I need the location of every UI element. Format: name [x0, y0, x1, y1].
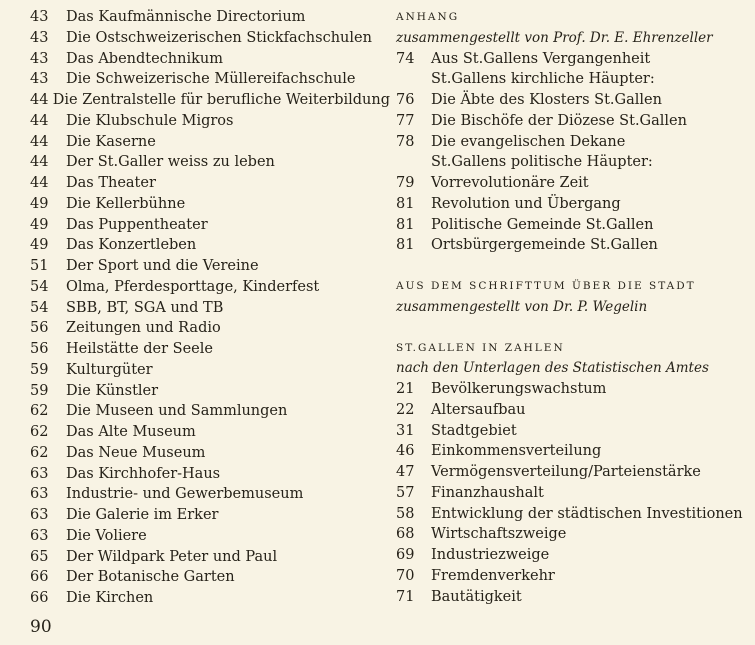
toc-entry — [30, 215, 390, 236]
page-number: 44 — [30, 112, 49, 129]
toc-entry — [30, 547, 390, 568]
entry-title: Politische Gemeinde St.Gallen — [431, 216, 654, 233]
entry-title: Heilstätte der Seele — [66, 341, 213, 357]
page-number: 66 — [30, 590, 49, 606]
page-number: 62 — [30, 424, 49, 440]
toc-entry — [396, 379, 751, 400]
toc-entry — [396, 483, 751, 504]
page-number: 79 — [396, 175, 415, 191]
page-number: 59 — [30, 382, 49, 399]
page-number: 44 — [30, 133, 49, 150]
page-number: 43 — [30, 29, 49, 46]
page-number: 54 — [30, 299, 49, 316]
toc-subheading — [396, 69, 751, 90]
entry-title: Die Galerie im Erker — [66, 507, 219, 523]
toc-entry — [30, 422, 390, 443]
entry-title: Die Ostschweizerischen Stickfachschulen — [66, 29, 372, 46]
toc-entry — [30, 90, 390, 111]
toc-entry — [396, 545, 751, 566]
page-number: 22 — [396, 401, 415, 418]
zahlen-subtitle: nach den Unterlagen des Statistischen Amtes — [396, 360, 709, 377]
page-number: 47 — [396, 464, 415, 480]
toc-entry — [396, 173, 751, 194]
entry-title: Die Klubschule Migros — [66, 112, 234, 129]
entry-title: Die Bischöfe der Diözese St.Gallen — [431, 112, 687, 129]
schrifttum-subtitle: zusammengestellt von Dr. P. Wegelin — [396, 298, 648, 315]
page-number: 44 — [30, 92, 49, 108]
page-folio: 90 — [30, 617, 52, 637]
entry-title: Der Wildpark Peter und Paul — [66, 548, 278, 565]
toc-entry — [396, 194, 751, 215]
entry-title: Die Künstler — [66, 382, 159, 399]
page-number: 49 — [30, 195, 49, 212]
toc-entry — [30, 173, 390, 194]
entry-title: St.Gallens kirchliche Häupter: — [431, 71, 655, 88]
page-number: 74 — [396, 50, 415, 67]
toc-entry — [396, 90, 751, 111]
toc-entry — [30, 235, 390, 256]
toc-entry — [30, 111, 390, 132]
toc-entry — [30, 256, 390, 277]
toc-entry — [30, 567, 390, 588]
entry-title: Die Zentralstelle für berufliche Weiterbildung — [52, 92, 390, 108]
page-number: 63 — [30, 507, 49, 523]
entry-title: Fremdenverkehr — [431, 567, 555, 584]
toc-entry — [30, 132, 390, 153]
page-number: 77 — [396, 112, 415, 129]
entry-title: Stadtgebiet — [431, 422, 517, 439]
toc-entry — [30, 464, 390, 485]
toc-entry — [30, 7, 390, 28]
anhang-heading: ANHANG — [396, 11, 460, 23]
page-number: 58 — [396, 505, 415, 522]
entry-title: Einkommensverteilung — [431, 443, 602, 460]
entry-title: Die Schweizerische Müllereifachschule — [66, 71, 356, 88]
entry-title: Das Neue Museum — [66, 444, 206, 461]
page-number: 43 — [30, 9, 49, 25]
left-toc-column — [30, 7, 390, 609]
zahlen-heading: ST.GALLEN IN ZAHLEN — [396, 341, 565, 354]
toc-entry — [396, 49, 751, 70]
toc-entry — [30, 152, 390, 173]
entry-title: Altersaufbau — [431, 401, 526, 418]
entry-title: Das Kirchhofer-Haus — [66, 465, 221, 482]
page-number: 78 — [396, 133, 415, 150]
entry-title: Der Sport und die Vereine — [66, 258, 259, 274]
toc-entry — [396, 421, 751, 442]
entry-title: Das Theater — [66, 175, 156, 191]
toc-entry — [30, 49, 390, 70]
page-number: 66 — [30, 569, 49, 586]
page-number: 76 — [396, 92, 415, 108]
toc-entry — [30, 277, 390, 298]
toc-entry — [396, 441, 751, 462]
page-number: 57 — [396, 484, 415, 501]
page-number: 43 — [30, 71, 49, 88]
toc-entry — [30, 339, 390, 360]
page-number: 71 — [396, 588, 415, 605]
page-number: 54 — [30, 278, 49, 295]
page-number: 31 — [396, 422, 415, 439]
toc-entry — [30, 28, 390, 49]
page-number: 43 — [30, 50, 49, 67]
entry-title: Zeitungen und Radio — [66, 320, 221, 337]
toc-entry — [396, 504, 751, 525]
anhang-subtitle: zusammengestellt von Prof. Dr. E. Ehrenzeller — [396, 29, 713, 46]
entry-title: Die Kellerbühne — [66, 195, 186, 212]
page-number: 44 — [30, 154, 49, 171]
entry-title: Der Botanische Garten — [66, 569, 235, 586]
page-number: 81 — [396, 216, 415, 233]
entry-title: Kulturgüter — [66, 361, 153, 378]
entry-title: Wirtschaftszweige — [431, 526, 567, 543]
entry-title: Das Konzertleben — [66, 237, 197, 254]
page-number: 65 — [30, 548, 49, 565]
toc-subheading — [396, 152, 751, 173]
page-number: 81 — [396, 237, 415, 254]
entry-title: Vorrevolutionäre Zeit — [431, 175, 589, 191]
right-toc-column — [396, 7, 751, 607]
toc-entry — [396, 235, 751, 256]
page-number: 70 — [396, 567, 415, 584]
entry-title: Das Alte Museum — [66, 424, 196, 440]
toc-entry — [30, 69, 390, 90]
entry-title: Das Kaufmännische Directorium — [66, 9, 306, 25]
entry-title: SBB, BT, SGA und TB — [66, 299, 224, 316]
toc-entry — [30, 443, 390, 464]
toc-entry — [396, 566, 751, 587]
page-number: 46 — [396, 443, 415, 460]
entry-title: St.Gallens politische Häupter: — [431, 154, 653, 171]
toc-entry — [30, 194, 390, 215]
entry-title: Bautätigkeit — [431, 588, 522, 605]
toc-entry — [30, 588, 390, 609]
toc-entry — [30, 505, 390, 526]
section-gap — [396, 318, 751, 338]
toc-entry — [396, 111, 751, 132]
toc-entry — [396, 587, 751, 608]
page-number: 81 — [396, 195, 415, 212]
toc-entry — [30, 401, 390, 422]
entry-title: Die Äbte des Klosters St.Gallen — [431, 92, 662, 108]
page-number: 49 — [30, 237, 49, 254]
toc-entry — [396, 462, 751, 483]
entry-title: Die Museen und Sammlungen — [66, 403, 288, 420]
toc-entry — [396, 524, 751, 545]
section-gap — [396, 256, 751, 276]
entry-title: Die Kaserne — [66, 133, 156, 150]
page-number: 68 — [396, 526, 415, 543]
entry-title: Industriezweige — [431, 547, 550, 563]
page-number: 21 — [396, 381, 415, 397]
entry-title: Ortsbürgergemeinde St.Gallen — [431, 237, 658, 254]
page-number: 56 — [30, 320, 49, 337]
page-number: 63 — [30, 527, 49, 544]
entry-title: Die Voliere — [66, 527, 147, 544]
toc-entry — [30, 360, 390, 381]
entry-title: Revolution und Übergang — [431, 195, 621, 212]
toc-entry — [396, 400, 751, 421]
entry-title: Olma, Pferdesporttage, Kinderfest — [66, 278, 320, 295]
page-number: 59 — [30, 361, 49, 378]
page-number: 69 — [396, 547, 415, 563]
entry-title: Bevölkerungswachstum — [431, 381, 607, 397]
entry-title: Industrie- und Gewerbemuseum — [66, 486, 304, 503]
schrifttum-heading: AUS DEM SCHRIFTTUM ÜBER DIE STADT — [396, 280, 696, 292]
entry-title: Entwicklung der städtischen Investitionen — [431, 505, 743, 522]
toc-entry — [30, 298, 390, 319]
page-number: 56 — [30, 341, 49, 357]
entry-title: Finanzhaushalt — [431, 484, 544, 501]
entry-title: Das Puppentheater — [66, 216, 208, 233]
entry-title: Der St.Galler weiss zu leben — [66, 154, 275, 171]
entry-title: Das Abendtechnikum — [66, 50, 223, 67]
entry-title: Aus St.Gallens Vergangenheit — [431, 50, 651, 67]
page-number: 63 — [30, 486, 49, 503]
toc-entry — [396, 215, 751, 236]
page-number: 51 — [30, 258, 49, 274]
entry-title: Die Kirchen — [66, 590, 154, 606]
entry-title: Vermögensverteilung/Parteienstärke — [431, 464, 701, 480]
page-number: 49 — [30, 216, 49, 233]
page-number: 63 — [30, 465, 49, 482]
toc-entry — [30, 484, 390, 505]
toc-entry — [30, 526, 390, 547]
entry-title: Die evangelischen Dekane — [431, 133, 626, 150]
toc-entry — [30, 381, 390, 402]
page-number: 62 — [30, 444, 49, 461]
page-number: 62 — [30, 403, 49, 420]
page-number: 44 — [30, 175, 49, 191]
toc-entry — [30, 318, 390, 339]
toc-entry — [396, 132, 751, 153]
